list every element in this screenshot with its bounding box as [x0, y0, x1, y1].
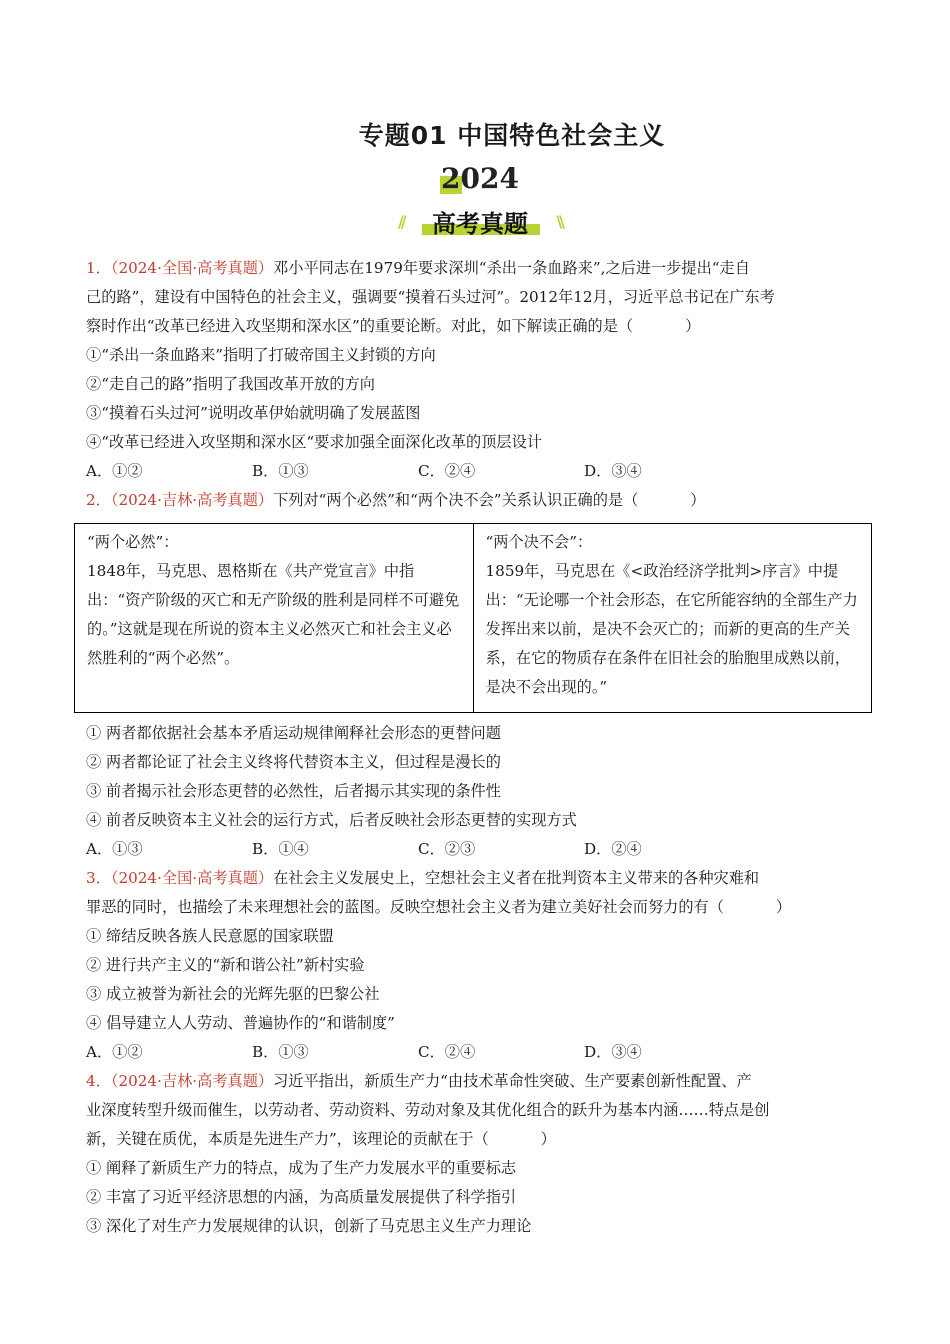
- year-text: 2024: [441, 162, 519, 195]
- section-banner: [396, 202, 564, 238]
- banner-text: 高考真题: [432, 210, 528, 238]
- question-stem-line: [86, 1067, 876, 1096]
- option-b[interactable]: B．①④: [252, 840, 309, 858]
- question-source: （2024·全国·高考真题）: [110, 259, 274, 277]
- question-stem-line: [86, 893, 876, 922]
- option-c[interactable]: C．②④: [418, 462, 476, 480]
- stem-text: 新，关键在质优，本质是先进生产力”，该理论的贡献在于（: [86, 1130, 489, 1148]
- table-cell-text: 1848年，马克思、恩格斯在《共产党宣言》中指出：“资产阶级的灭亡和无产阶级的胜利是同样不可避免的。”这就是现在所说的资本主义必然灭亡和社会主义必然胜利的“两个必然”。: [87, 562, 460, 667]
- question-item: ② 丰富了习近平经济思想的内涵，为高质量发展提供了科学指引: [86, 1188, 517, 1206]
- option-d[interactable]: D．②④: [584, 840, 642, 858]
- answer-paren-close: ）: [775, 898, 792, 916]
- option-d[interactable]: D．③④: [584, 1043, 642, 1061]
- table-cell-text: 1859年，马克思在《<政治经济学批判>序言》中提出：“无论哪一个社会形态，在它所能容纳的全部生产力发挥出来以前，是决不会灭亡的；而新的更高的生产关系，在它的物质存在条件在旧社会的胎胞里成熟以前，是决不会出现的。”: [485, 562, 858, 696]
- question-item: ④“改革已经进入攻坚期和深水区“要求加强全面深化改革的顶层设计: [86, 433, 542, 451]
- question-item: ① 两者都依据社会基本矛盾运动规律阐释社会形态的更替问题: [86, 724, 501, 742]
- stem-text: 下列对“两个必然”和“两个决不会”关系认识正确的是（: [273, 491, 639, 509]
- question-item: ③ 深化了对生产力发展规律的认识，创新了马克思主义生产力理论: [86, 1217, 532, 1235]
- comparison-table: [74, 523, 872, 713]
- stem-text: 在社会主义发展史上，空想社会主义者在批判资本主义带来的各种灾难和: [273, 869, 760, 887]
- question-item: ②“走自己的路”指明了我国改革开放的方向: [86, 375, 375, 393]
- answer-options: [86, 1038, 876, 1067]
- question-item: ③ 前者揭示社会形态更替的必然性，后者揭示其实现的条件性: [86, 782, 501, 800]
- question-source: （2024·吉林·高考真题）: [110, 1072, 274, 1090]
- stem-text: 邓小平同志在1979年要求深圳“杀出一条血路来”,之后进一步提出“走自: [273, 259, 750, 277]
- question-stem-line: [86, 864, 876, 893]
- stem-text: 察时作出“改革已经进入攻坚期和深水区”的重要论断。对此，如下解读正确的是（: [86, 317, 634, 335]
- question-number: 2．: [86, 491, 111, 509]
- option-a[interactable]: A．①②: [86, 462, 143, 480]
- answer-options: [86, 835, 876, 864]
- stem-text: 习近平指出，新质生产力“由技术革命性突破、生产要素创新性配置、产: [273, 1072, 752, 1090]
- question-number: 3．: [86, 869, 111, 887]
- table-cell-right: [473, 524, 872, 713]
- table-cell-heading: “两个决不会”：: [485, 533, 593, 551]
- answer-paren-close: ）: [690, 491, 706, 509]
- question-number: 4．: [86, 1072, 111, 1090]
- question-item: ③“摸着石头过河”说明改革伊始就明确了发展蓝图: [86, 404, 421, 422]
- question-stem-line: 己的路”，建设有中国特色的社会主义，强调要“摸着石头过河”。2012年12月，习近平总书记在广东考: [86, 288, 775, 306]
- question-stem-line: [86, 486, 876, 515]
- stem-text: 罪恶的同时，也描绘了未来理想社会的蓝图。反映空想社会主义者为建立美好社会而努力的有（: [86, 898, 724, 916]
- question-item: ④ 前者反映资本主义社会的运行方式，后者反映社会形态更替的实现方式: [86, 811, 577, 829]
- question-source: （2024·全国·高考真题）: [110, 869, 274, 887]
- option-a[interactable]: A．①②: [86, 1043, 143, 1061]
- question-4: [86, 1067, 876, 1241]
- answer-paren-close: ）: [540, 1130, 556, 1148]
- table-cell-left: [75, 524, 474, 713]
- option-a[interactable]: A．①③: [86, 840, 143, 858]
- question-item: ① 阐释了新质生产力的特点，成为了生产力发展水平的重要标志: [86, 1159, 517, 1177]
- question-item: ① 缔结反映各族人民意愿的国家联盟: [86, 927, 334, 945]
- question-source: （2024·吉林·高考真题）: [110, 491, 274, 509]
- option-c[interactable]: C．②③: [418, 840, 476, 858]
- question-2: [86, 486, 876, 864]
- option-b[interactable]: B．①③: [252, 1043, 309, 1061]
- question-item: ①“杀出一条血路来”指明了打破帝国主义封锁的方向: [86, 346, 436, 364]
- banner-slash-right-icon: \\: [556, 212, 562, 231]
- option-b[interactable]: B．①③: [252, 462, 309, 480]
- answer-options: [86, 457, 876, 486]
- table-cell-heading: “两个必然”：: [87, 533, 179, 551]
- question-item: ③ 成立被誉为新社会的光辉先驱的巴黎公社: [86, 985, 380, 1003]
- option-c[interactable]: C．②④: [418, 1043, 476, 1061]
- question-stem-line: [86, 1125, 876, 1154]
- banner-slash-left-icon: //: [398, 212, 404, 231]
- year-heading: [420, 162, 540, 196]
- page-title: 专题01 中国特色社会主义: [358, 121, 666, 150]
- question-item: ② 进行共产主义的“新和谐公社”新村实验: [86, 956, 365, 974]
- question-item: ④ 倡导建立人人劳动、普遍协作的“和谐制度”: [86, 1014, 395, 1032]
- question-3: [86, 864, 876, 1067]
- question-item: ② 两者都论证了社会主义终将代替资本主义，但过程是漫长的: [86, 753, 501, 771]
- question-stem-line: [86, 312, 876, 341]
- answer-paren-close: ）: [685, 317, 701, 335]
- question-stem-line: 业深度转型升级而催生，以劳动者、劳动资料、劳动对象及其优化组合的跃升为基本内涵……特点是创: [86, 1101, 770, 1119]
- question-list: [86, 254, 876, 1241]
- question-number: 1．: [86, 259, 111, 277]
- option-d[interactable]: D．③④: [584, 462, 642, 480]
- question-1: [86, 254, 876, 486]
- question-stem-line: [86, 254, 876, 283]
